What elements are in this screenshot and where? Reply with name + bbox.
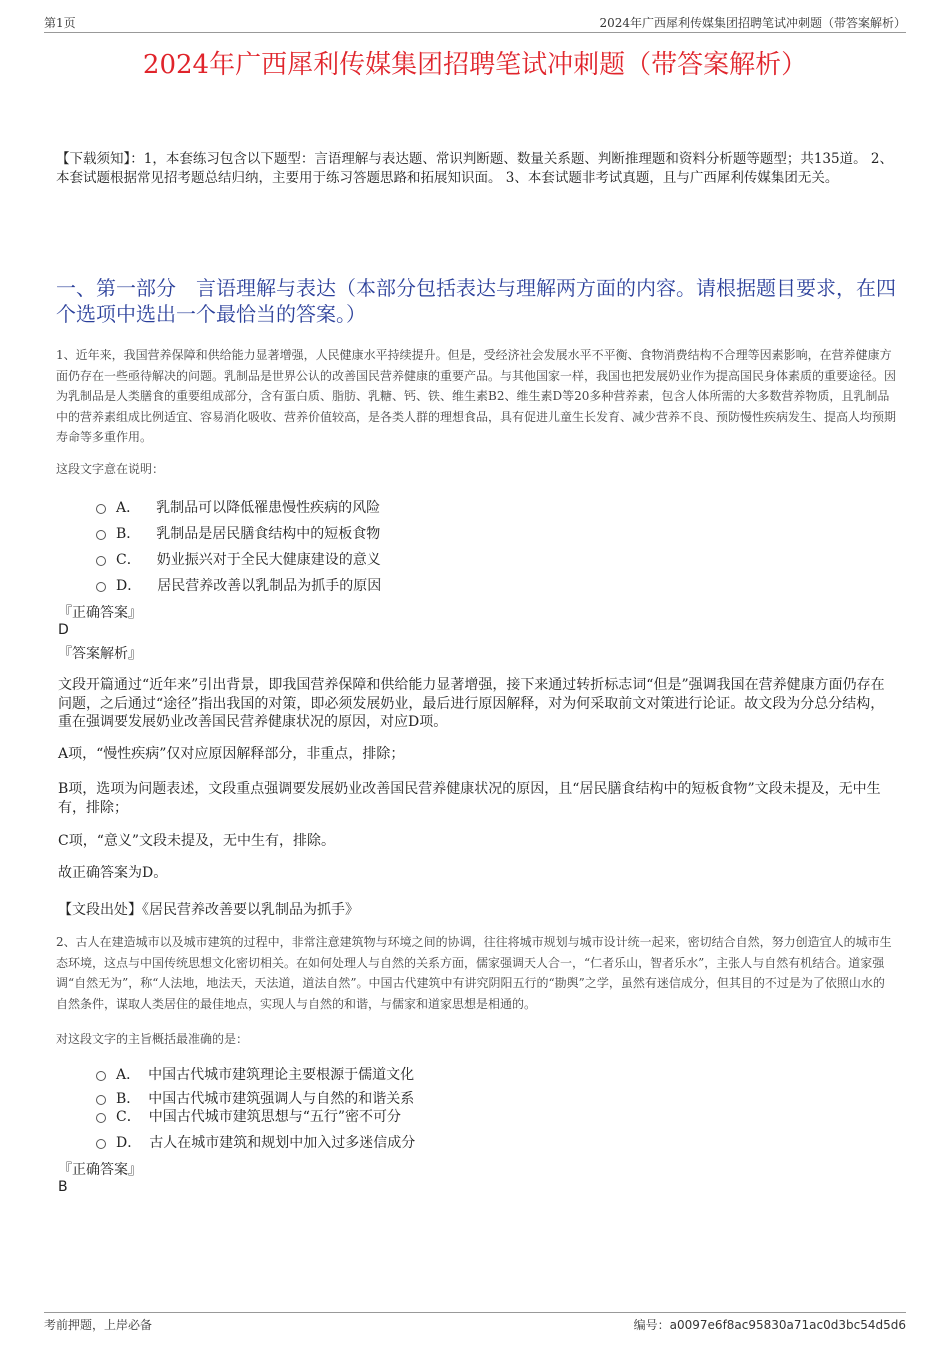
question-1-analysis-para: A项，“慢性疾病”仅对应原因解释部分，非重点，排除；: [58, 746, 405, 762]
question-1-answer: D: [58, 622, 69, 638]
question-1-analysis-para: 故正确答案为D。: [58, 865, 168, 881]
question-1-analysis-para: 文段开篇通过“近年来”引出背景，即我国营养保障和供给能力显著增强，接下来通过转折标志词“但是”强调我国在营养健康方面仍存在问题，之后通过“途径”指出我国的对策，即必须发展奶业，最后进行原因解释，对为何采取前文对策进行论证。故文段为分总分结构，重在强调要发展奶业改善国民营养健康状况的原因，对应D项。: [58, 677, 885, 730]
question-1-analysis-para: B项，选项为问题表述，文段重点强调要发展奶业改善国民营养健康状况的原因，且“居民膳食结构中的短板食物”文段未提及，无中生有，排除；: [58, 781, 881, 816]
option-text: 居民营养改善以乳制品为抓手的原因: [157, 578, 382, 594]
question-1-source: [58, 899, 359, 919]
option-text: 中国古代城市建筑强调人与自然的和谐关系: [148, 1091, 415, 1107]
source-title: 《居民营养改善要以乳制品为抓手》: [142, 902, 359, 918]
question-2-option-b[interactable]: [96, 1088, 414, 1108]
download-notice: [56, 150, 896, 188]
source-label: 【文段出处】: [58, 902, 142, 918]
option-text: 中国古代城市建筑理论主要根源于儒道文化: [148, 1067, 415, 1083]
question-2-text: 2、古人在建造城市以及城市建筑的过程中，非常注意建筑物与环境之间的协调，往往将城市规划与城市设计统一起来，密切结合自然，努力创造宜人的城市生态环境，这点与中国传统思想文化密切相关。在如何处理人与自然的关系方面，儒家强调天人合一，“仁者乐山，智者乐水”，主张人与自然有机结合。道家强调“自然无为”，称“人法地，地法天，天法道，道法自然”。中国古代建筑中有讲究阴阳五行的“勘舆”之学，虽然有迷信成分，但其目的不过是为了依照山水的自然条件，谋取人类居住的最佳地点，实现人与自然的和谐，与儒家和道家思想是相通的。: [56, 935, 892, 1011]
question-1-text: 1、近年来，我国营养保障和供给能力显著增强，人民健康水平持续提升。但是，受经济社会发展水平不平衡、食物消费结构不合理等因素影响，在营养健康方面仍存在一些亟待解决的问题。乳制品是世界公认的改善国民营养健康的重要产品。与其他国家一样，我国也把发展奶业作为提高国民身体素质的重要途径。因为乳制品是人类膳食的重要组成部分，含有蛋白质、脂肪、乳糖、钙、铁、维生素B2、维生素D等20多种营养素，包含人体所需的大多数营养物质，且乳制品中的营养素组成比例适宜、容易消化吸收、营养价值较高，是各类人群的理想食品，具有促进儿童生长发育、减少营养不良、预防慢性疾病发生、提高人均预期寿命等多重作用。: [56, 348, 897, 444]
radio-icon[interactable]: [96, 1139, 106, 1149]
question-1-analysis-label: 『答案解析』: [58, 646, 142, 662]
footer-code-label: 编号：: [633, 1318, 670, 1332]
option-text: 中国古代城市建筑思想与“五行”密不可分: [148, 1109, 402, 1125]
option-text: 奶业振兴对于全民大健康建设的意义: [156, 552, 381, 568]
radio-icon[interactable]: [96, 504, 106, 514]
document-title: 2024年广西犀利传媒集团招聘笔试冲刺题（带答案解析）: [142, 50, 808, 80]
radio-icon[interactable]: [96, 1071, 106, 1081]
question-1-analysis-para: C项，“意义”文段未提及，无中生有，排除。: [58, 833, 336, 849]
option-letter: D．: [116, 1135, 142, 1151]
option-letter: A．: [116, 1067, 141, 1083]
option-text: 古人在城市建筑和规划中加入过多迷信成分: [149, 1135, 416, 1151]
radio-icon[interactable]: [96, 1113, 106, 1123]
question-1-option-b[interactable]: [96, 523, 380, 543]
question-2-option-c[interactable]: [96, 1106, 401, 1126]
radio-icon[interactable]: [96, 1095, 106, 1105]
option-letter: A．: [116, 500, 141, 516]
footer-slogan: 考前押题，上岸必备: [44, 1318, 153, 1332]
question-1-option-a[interactable]: [96, 497, 380, 517]
option-letter: B．: [116, 1091, 141, 1107]
question-1-option-c[interactable]: [96, 549, 381, 569]
question-2-answer: B: [58, 1179, 68, 1195]
question-1-answer-label: 『正确答案』: [58, 605, 142, 621]
header-doc-title: 2024年广西犀利传媒集团招聘笔试冲刺题（带答案解析）: [599, 16, 906, 30]
option-text: 乳制品是居民膳食结构中的短板食物: [156, 526, 381, 542]
section-title: 一、第一部分 言语理解与表达（本部分包括表达与理解两方面的内容。请根据题目要求，在四个选项中选出一个最恰当的答案。）: [56, 276, 896, 326]
radio-icon[interactable]: [96, 556, 106, 566]
question-1-stem: 这段文字意在说明：: [56, 462, 165, 476]
footer-code: a0097e6f8ac95830a71ac0d3bc54d5d6: [669, 1318, 906, 1332]
page-number: 第1页: [44, 16, 76, 30]
question-2-stem: 对这段文字的主旨概括最准确的是：: [56, 1032, 249, 1046]
option-letter: C．: [116, 1109, 141, 1125]
question-1-option-d[interactable]: [96, 575, 381, 595]
option-letter: D．: [116, 578, 142, 594]
footer-code-group: [634, 1316, 906, 1333]
question-2-answer-label: 『正确答案』: [58, 1162, 142, 1178]
question-2-option-a[interactable]: [96, 1064, 414, 1084]
page-header: [44, 14, 906, 33]
radio-icon[interactable]: [96, 530, 106, 540]
option-text: 乳制品可以降低罹患慢性疾病的风险: [156, 500, 381, 516]
page-footer: [44, 1312, 906, 1333]
notice-text: ：1，本套练习包含以下题型：言语理解与表达题、常识判断题、数量关系题、判断推理题和资料分析题等题型；共135道。 2、本套试题根据常见招考题总结归纳，主要用于练习答题思路和拓展知识面。 3、本套试题非考试真题，且与广西犀利传媒集团无关。: [56, 151, 893, 186]
option-letter: C．: [116, 552, 141, 568]
option-letter: B．: [116, 526, 141, 542]
radio-icon[interactable]: [96, 582, 106, 592]
question-2-option-d[interactable]: [96, 1132, 415, 1152]
notice-tag: 【下载须知】: [56, 151, 131, 167]
